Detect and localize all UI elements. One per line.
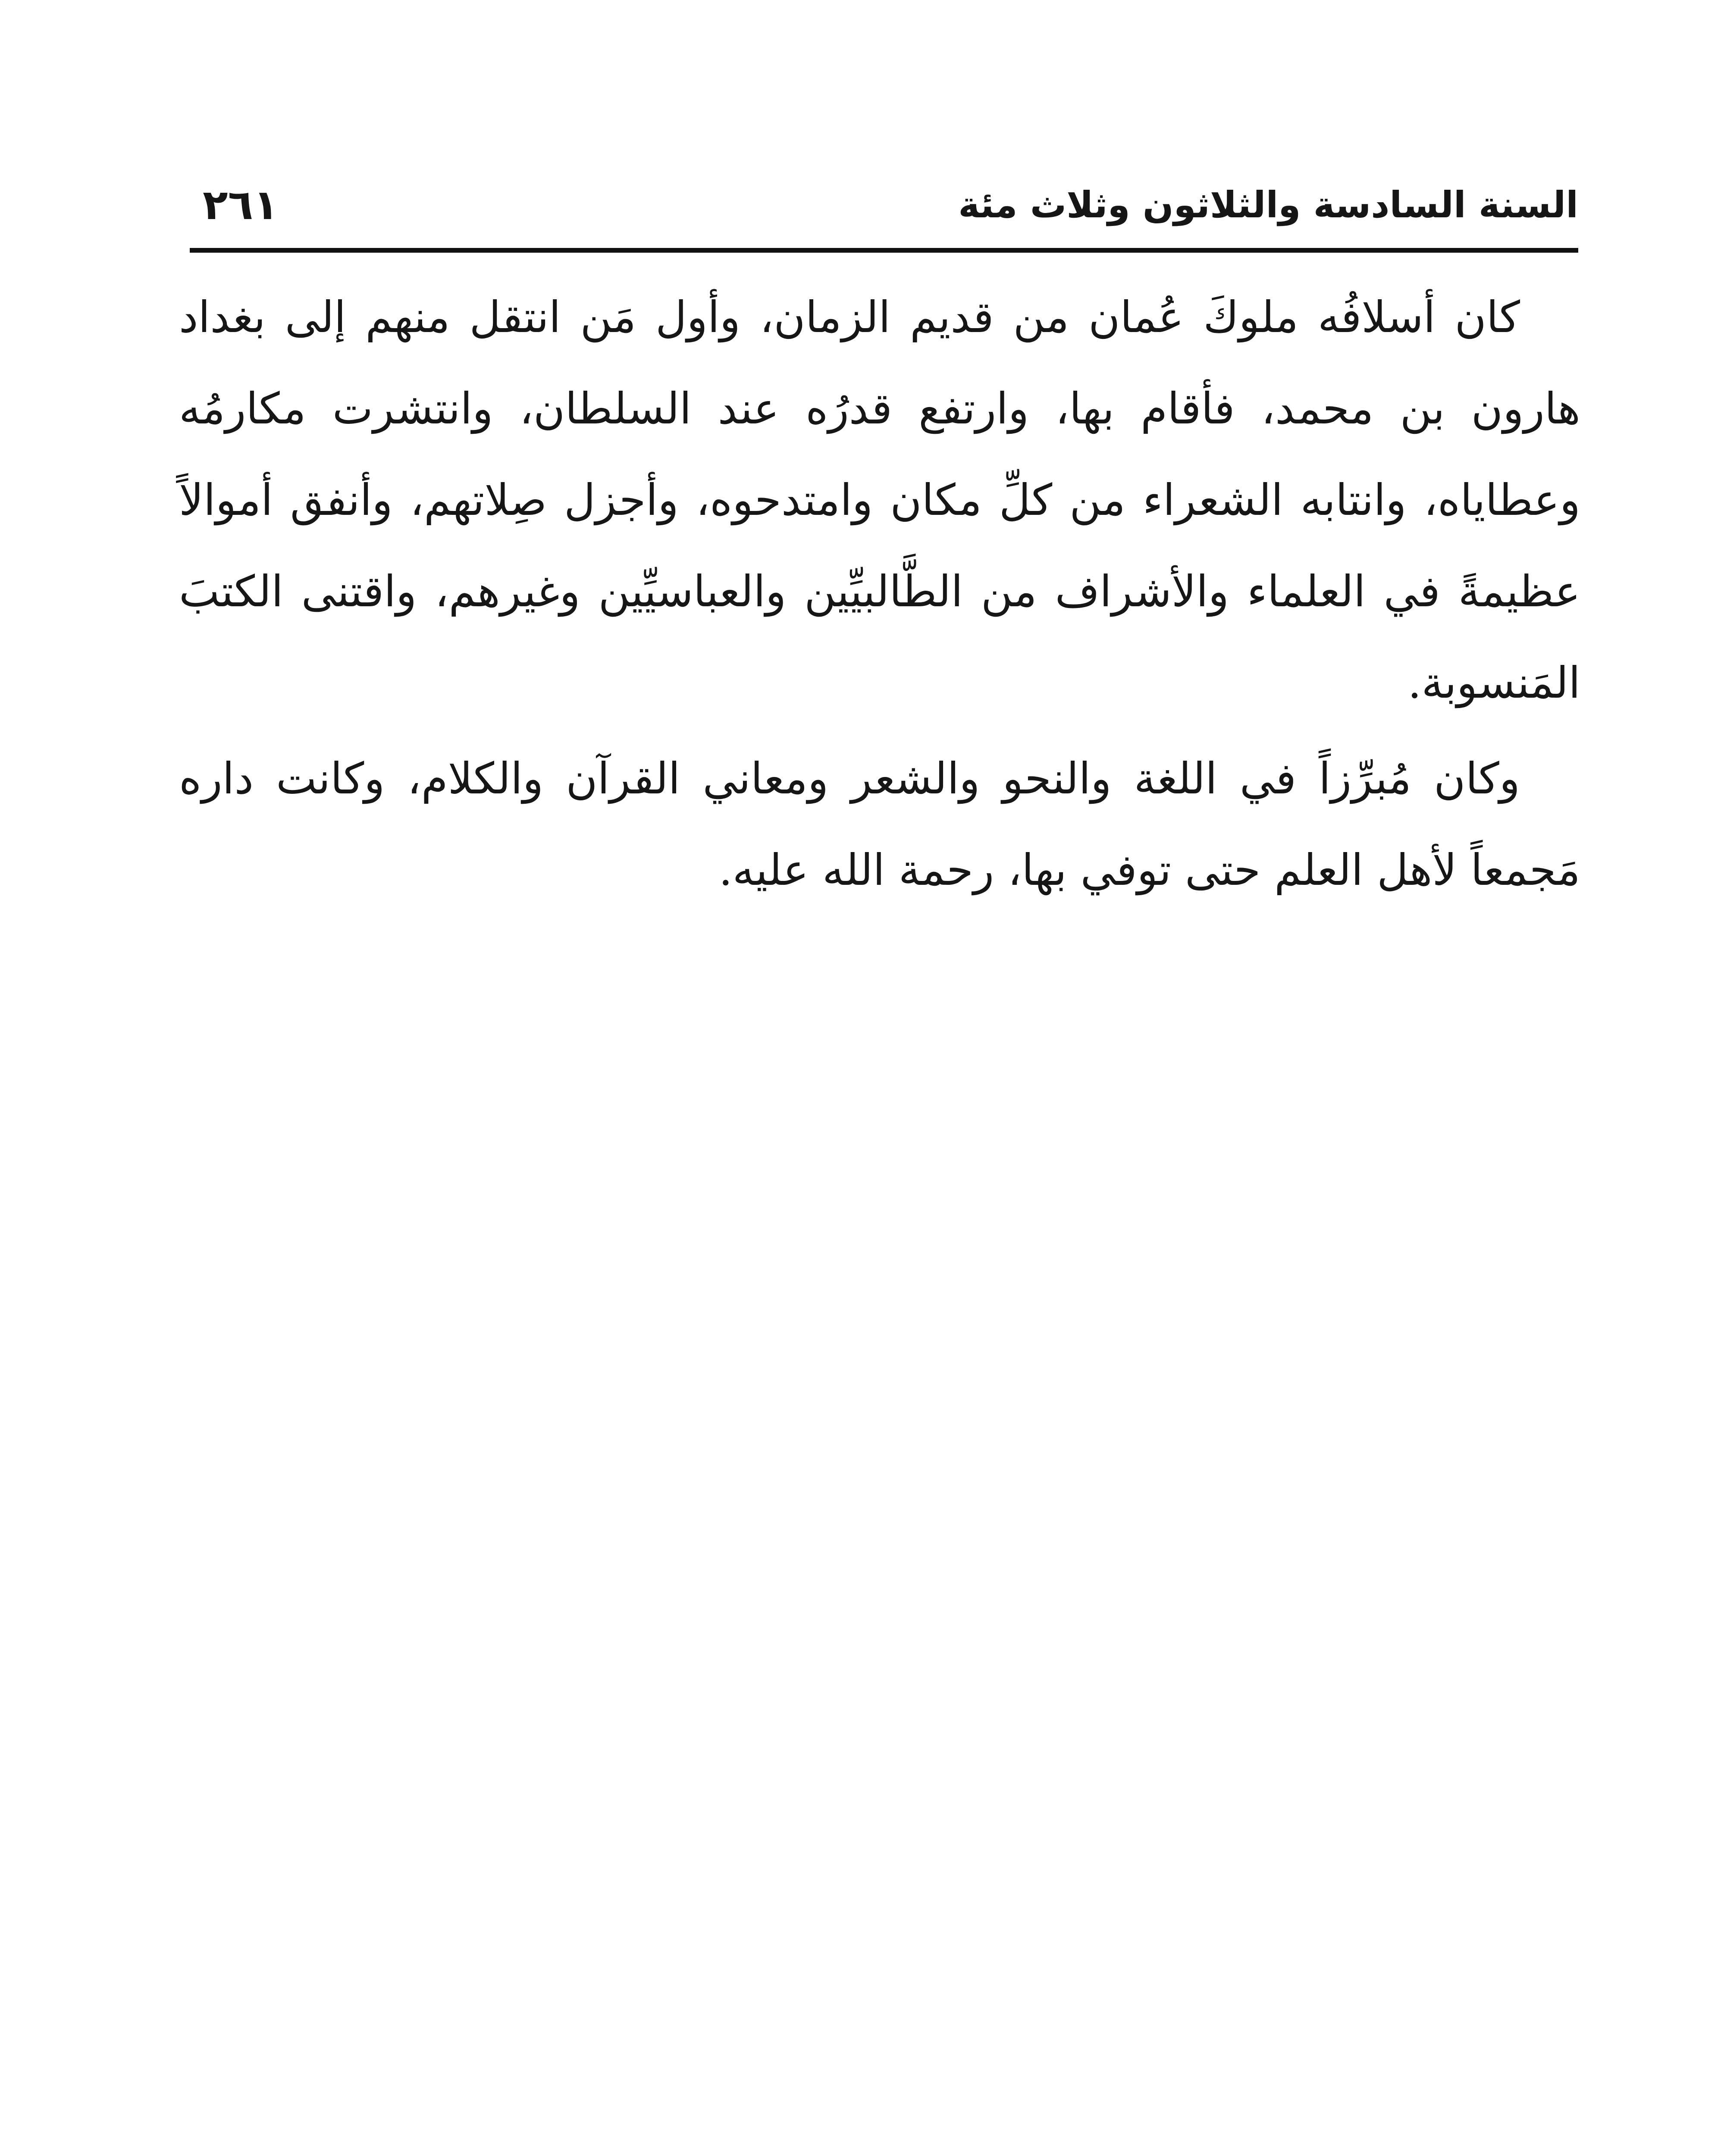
body-text (179, 272, 1580, 916)
header-divider (190, 248, 1578, 253)
running-header (190, 170, 1578, 235)
chapter-title: السنة السادسة والثلاثون وثلاث مئة (958, 184, 1578, 226)
paragraph: كان أسلافُه ملوكَ عُمان من قديم الزمان، وأول مَن انتقل منهم إلى بغداد هارون بن محمد، فأقام بها، وارتفع قدرُه عند السلطان، وانتشرت مكارمُه وعطاياه، وانتابه الشعراء من كلِّ مكان وامتدحوه، وأجزل صِلاتهم، وأنفق أموالاً عظيمةً في العلماء والأشراف من الطَّالبيِّين والعباسيِّين وغيرهم، واقتنى الكتبَ المَنسوبة. (179, 292, 1580, 708)
paragraph: وكان مُبرِّزاً في اللغة والنحو والشعر ومعاني القرآن والكلام، وكانت داره مَجمعاً لأهل العلم حتى توفي بها، رحمة الله عليه. (179, 753, 1580, 895)
page-number: ٢٦١ (203, 181, 279, 229)
